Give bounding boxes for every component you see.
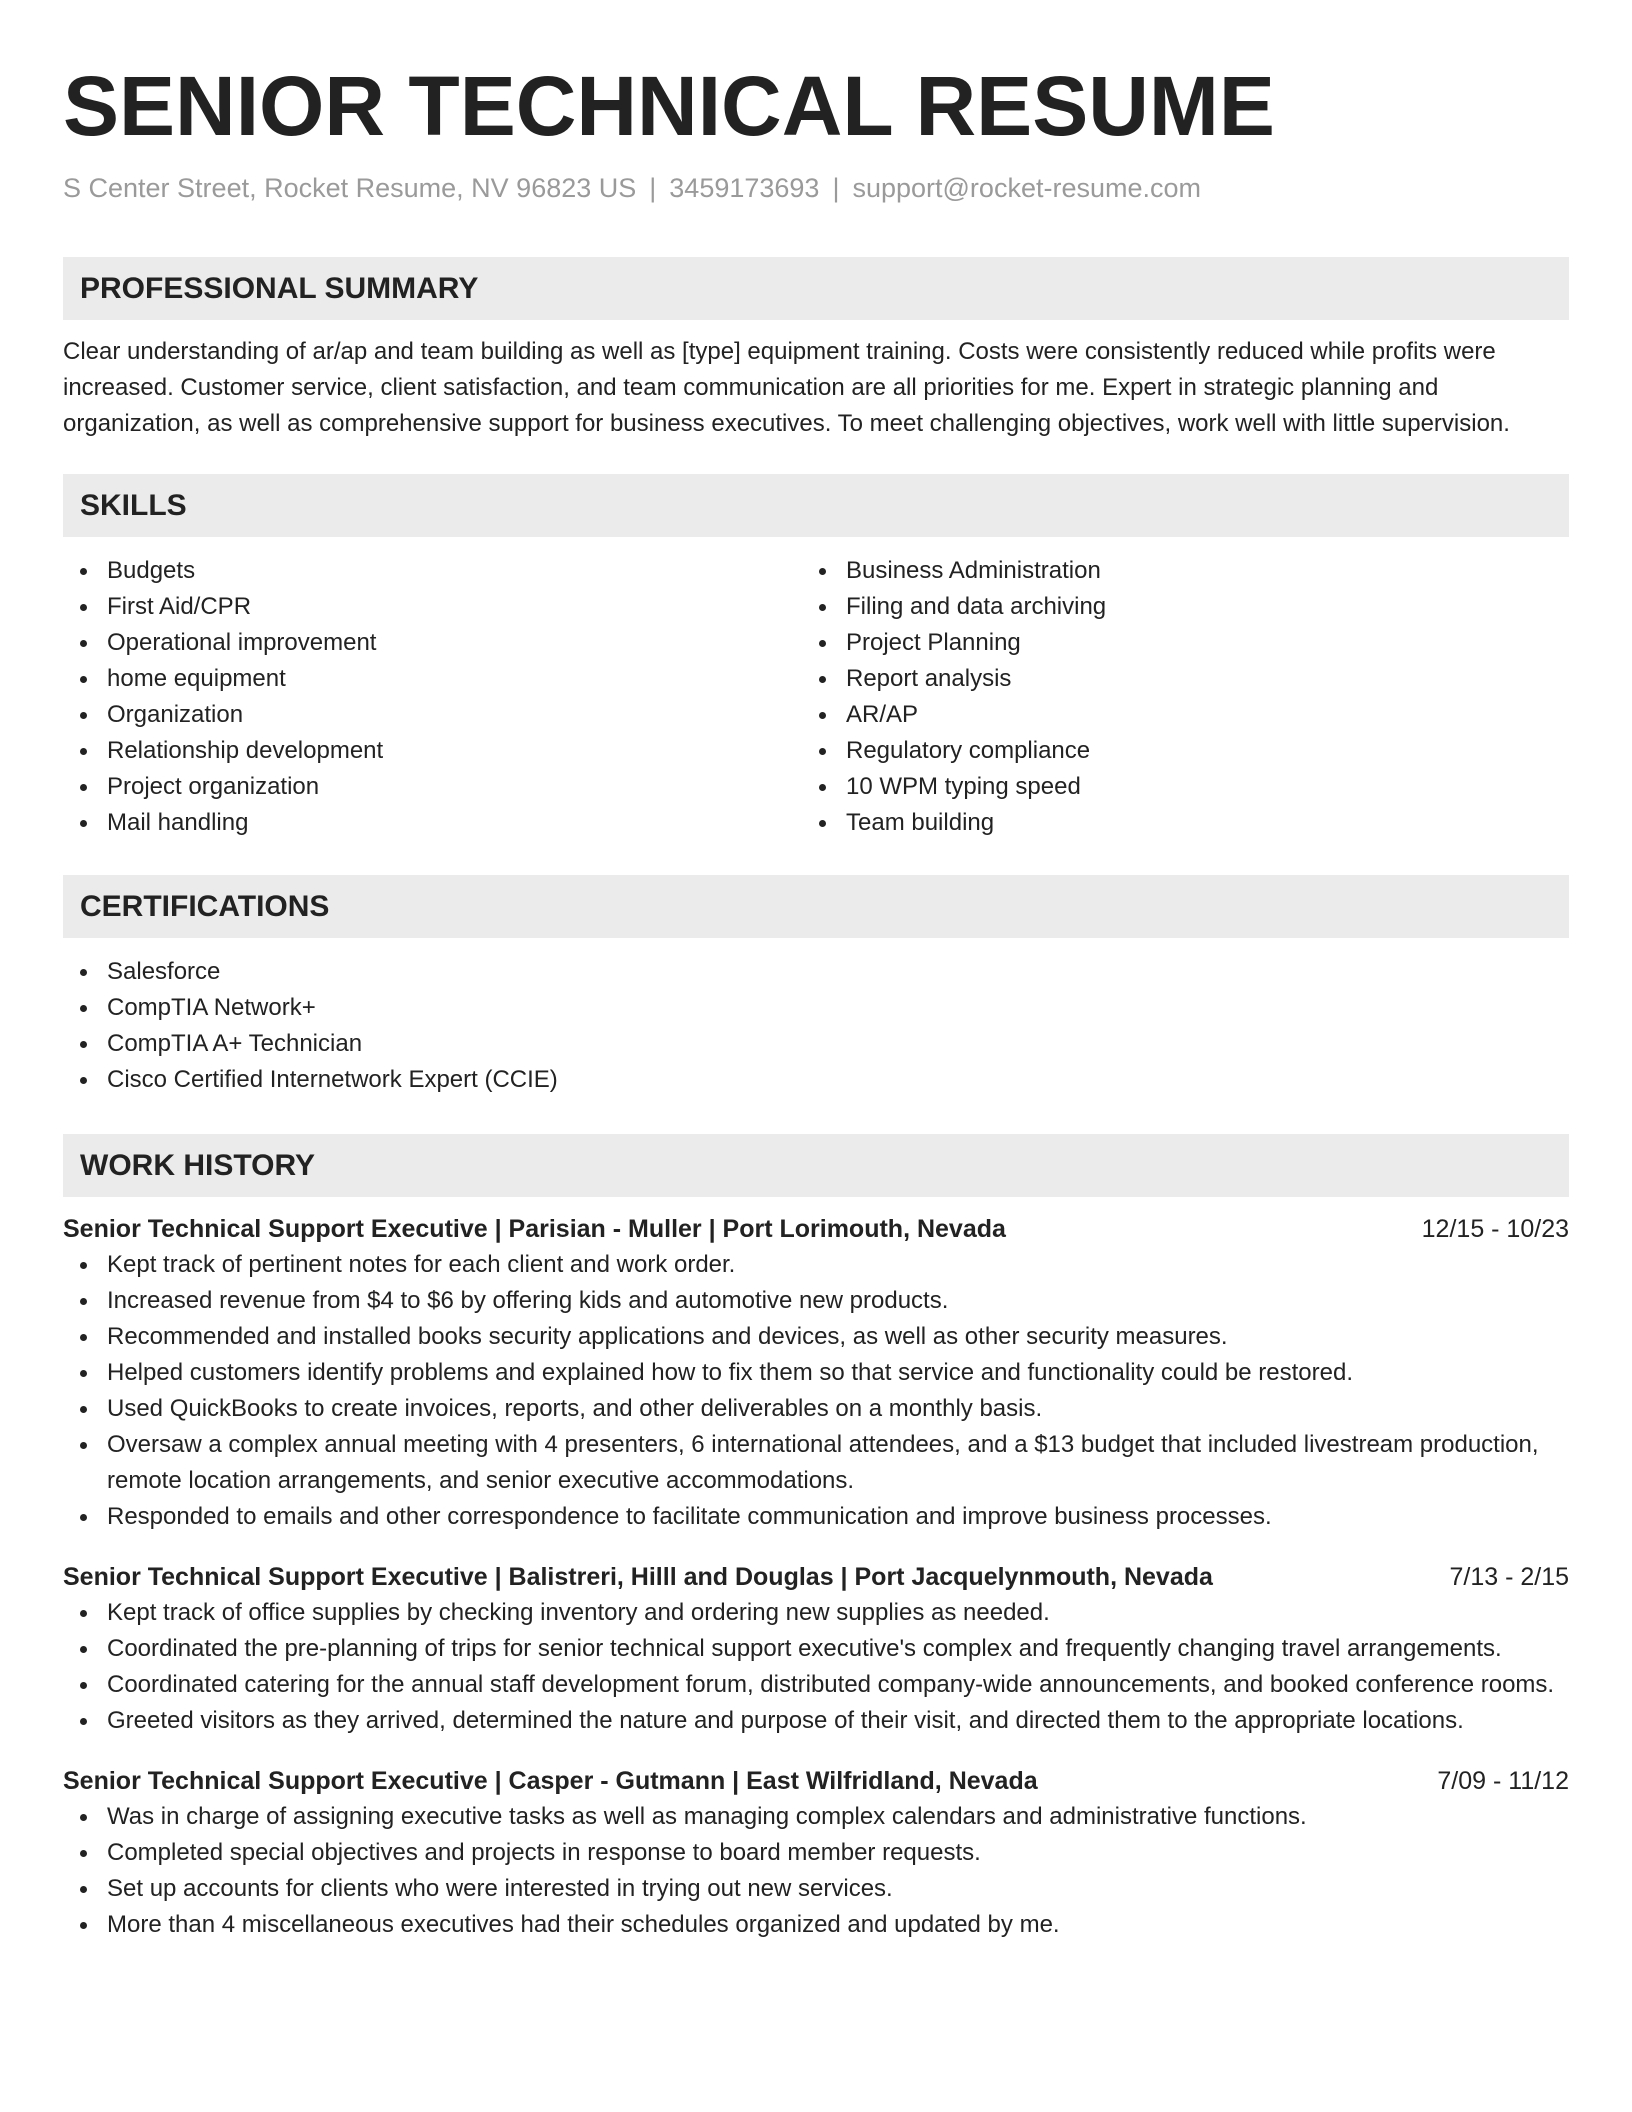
list-item (63, 1391, 1569, 1427)
list-item-text: Report analysis (846, 665, 1012, 693)
summary-text: Clear understanding of ar/ap and team building as well as [type] equipment training. Costs were consistently reduced while profits were increased. Customer service, client satisfaction, and team communication are all priorities for me. Expert in strategic planning and organization, as well as comprehensive support for business executives. To meet challenging objectives, work well with little supervision. (63, 338, 1510, 438)
job-header (63, 1763, 1569, 1799)
contact-address: S Center Street, Rocket Resume, NV 96823 US (63, 173, 637, 203)
list-item-text: CompTIA Network+ (107, 994, 316, 1022)
list-item (63, 1355, 1569, 1391)
section-header-work-history: WORK HISTORY (63, 1134, 1569, 1197)
bullet-icon (80, 1850, 87, 1857)
job-dates: 12/15 - 10/23 (1421, 1215, 1569, 1244)
list-item-text: Helped customers identify problems and explained how to fix them so that service and functionality could be restored. (107, 1359, 1354, 1387)
list-item-text: Team building (846, 809, 995, 837)
section-header-certifications: CERTIFICATIONS (63, 875, 1569, 938)
list-item-text: Operational improvement (107, 629, 377, 657)
job-entry (63, 1211, 1569, 1535)
job-dates: 7/13 - 2/15 (1449, 1563, 1569, 1592)
list-item (63, 1799, 1569, 1835)
bullet-icon (80, 748, 87, 755)
bullet-icon (80, 604, 87, 611)
job-header (63, 1211, 1569, 1247)
certifications-list (63, 954, 1569, 1098)
bullet-icon (80, 1370, 87, 1377)
list-item-text: Salesforce (107, 958, 221, 986)
job-dates: 7/09 - 11/12 (1437, 1767, 1569, 1796)
bullet-icon (80, 1334, 87, 1341)
list-item (802, 661, 1541, 697)
bullet-icon (819, 820, 826, 827)
list-item (63, 697, 802, 733)
list-item-text: CompTIA A+ Technician (107, 1030, 363, 1058)
contact-separator: | (832, 173, 840, 203)
job-entry (63, 1763, 1569, 1943)
job-entry (63, 1559, 1569, 1739)
bullet-icon (80, 1262, 87, 1269)
list-item (63, 805, 802, 841)
list-item (63, 1319, 1569, 1355)
list-item (63, 661, 802, 697)
list-item-text: Coordinated the pre-planning of trips for senior technical support executive's complex and frequently changing travel arrangements. (107, 1635, 1502, 1663)
contact-email[interactable]: support@rocket-resume.com (852, 173, 1201, 203)
bullet-icon (80, 1442, 87, 1449)
list-item-text: Organization (107, 701, 244, 729)
list-item-text: Oversaw a complex annual meeting with 4 presenters, 6 international attendees, and a $13 budget that included livestream production, remote location arrangements, and senior executive accommodations. (107, 1431, 1539, 1495)
list-item (63, 1907, 1569, 1943)
list-item (63, 1667, 1569, 1703)
list-item (63, 589, 802, 625)
list-item-text: Set up accounts for clients who were interested in trying out new services. (107, 1875, 893, 1903)
contact-phone: 3459173693 (669, 173, 820, 203)
job-bullets (63, 1799, 1569, 1943)
bullet-icon (80, 969, 87, 976)
list-item (63, 769, 802, 805)
list-item (63, 1026, 1569, 1062)
contact-separator: | (649, 173, 657, 203)
list-item (802, 553, 1541, 589)
bullet-icon (819, 568, 826, 575)
skills-grid (63, 553, 1569, 841)
list-item (802, 769, 1541, 805)
skills-list-left (63, 553, 802, 841)
section-header-skills: SKILLS (63, 474, 1569, 537)
list-item-text: 10 WPM typing speed (846, 773, 1081, 801)
bullet-icon (80, 1922, 87, 1929)
bullet-icon (80, 1814, 87, 1821)
bullet-icon (80, 1610, 87, 1617)
bullet-icon (80, 820, 87, 827)
bullet-icon (819, 604, 826, 611)
list-item-text: Mail handling (107, 809, 249, 837)
list-item (63, 1595, 1569, 1631)
bullet-icon (80, 1041, 87, 1048)
list-item (63, 553, 802, 589)
list-item-text: Increased revenue from $4 to $6 by offering kids and automotive new products. (107, 1287, 949, 1315)
list-item (63, 1427, 1569, 1499)
list-item-text: First Aid/CPR (107, 593, 252, 621)
list-item-text: AR/AP (846, 701, 919, 729)
list-item-text: Completed special objectives and projects in response to board member requests. (107, 1839, 981, 1867)
list-item (63, 1062, 1569, 1098)
resume-title: SENIOR TECHNICAL RESUME (63, 59, 1275, 153)
list-item-text: Coordinated catering for the annual staff development forum, distributed company-wide announcements, and booked conference rooms. (107, 1671, 1555, 1699)
bullet-icon (819, 676, 826, 683)
bullet-icon (80, 1718, 87, 1725)
bullet-icon (80, 1406, 87, 1413)
list-item (63, 625, 802, 661)
skills-column-left (63, 553, 802, 841)
bullet-icon (80, 1298, 87, 1305)
list-item-text: Kept track of pertinent notes for each client and work order. (107, 1251, 736, 1279)
list-item-text: Project organization (107, 773, 320, 801)
job-title: Senior Technical Support Executive | Parisian - Muller | Port Lorimouth, Nevada (63, 1215, 1006, 1244)
list-item-text: Project Planning (846, 629, 1021, 657)
bullet-icon (80, 1005, 87, 1012)
job-header (63, 1559, 1569, 1595)
bullet-icon (80, 1886, 87, 1893)
list-item-text: Cisco Certified Internetwork Expert (CCIE) (107, 1066, 558, 1094)
list-item-text: Regulatory compliance (846, 737, 1091, 765)
bullet-icon (80, 640, 87, 647)
bullet-icon (80, 1646, 87, 1653)
list-item (802, 625, 1541, 661)
bullet-icon (80, 1682, 87, 1689)
skills-column-right (802, 553, 1541, 841)
list-item (63, 1631, 1569, 1667)
list-item (63, 1871, 1569, 1907)
list-item (63, 954, 1569, 990)
list-item-text: Budgets (107, 557, 196, 585)
bullet-icon (819, 784, 826, 791)
list-item-text: More than 4 miscellaneous executives had their schedules organized and updated by me. (107, 1911, 1060, 1939)
bullet-icon (80, 1077, 87, 1084)
list-item (802, 697, 1541, 733)
list-item (802, 733, 1541, 769)
list-item (63, 1247, 1569, 1283)
bullet-icon (80, 712, 87, 719)
skills-list-right (802, 553, 1541, 841)
list-item-text: Greeted visitors as they arrived, determined the nature and purpose of their visit, and directed them to the appropriate locations. (107, 1707, 1464, 1735)
list-item (802, 589, 1541, 625)
job-title: Senior Technical Support Executive | Casper - Gutmann | East Wilfridland, Nevada (63, 1767, 1038, 1796)
job-bullets (63, 1595, 1569, 1739)
list-item-text: Responded to emails and other correspondence to facilitate communication and improve business processes. (107, 1503, 1272, 1531)
bullet-icon (80, 568, 87, 575)
bullet-icon (819, 748, 826, 755)
list-item (63, 1703, 1569, 1739)
list-item-text: Filing and data archiving (846, 593, 1107, 621)
list-item (802, 805, 1541, 841)
list-item (63, 1283, 1569, 1319)
list-item-text: Relationship development (107, 737, 384, 765)
list-item (63, 1499, 1569, 1535)
bullet-icon (819, 640, 826, 647)
bullet-icon (80, 676, 87, 683)
bullet-icon (819, 712, 826, 719)
list-item-text: Kept track of office supplies by checking inventory and ordering new supplies as needed. (107, 1599, 1050, 1627)
list-item-text: Business Administration (846, 557, 1101, 585)
list-item-text: Was in charge of assigning executive tasks as well as managing complex calendars and administrative functions. (107, 1803, 1307, 1831)
contact-line (63, 172, 1569, 204)
list-item (63, 733, 802, 769)
bullet-icon (80, 784, 87, 791)
list-item-text: home equipment (107, 665, 286, 693)
job-title: Senior Technical Support Executive | Balistreri, Hilll and Douglas | Port Jacquelynmouth, Nevada (63, 1563, 1213, 1592)
list-item-text: Recommended and installed books security applications and devices, as well as other security measures. (107, 1323, 1228, 1351)
job-bullets (63, 1247, 1569, 1535)
bullet-icon (80, 1514, 87, 1521)
section-header-summary: PROFESSIONAL SUMMARY (63, 257, 1569, 320)
list-item (63, 1835, 1569, 1871)
list-item-text: Used QuickBooks to create invoices, reports, and other deliverables on a monthly basis. (107, 1395, 1043, 1423)
list-item (63, 990, 1569, 1026)
